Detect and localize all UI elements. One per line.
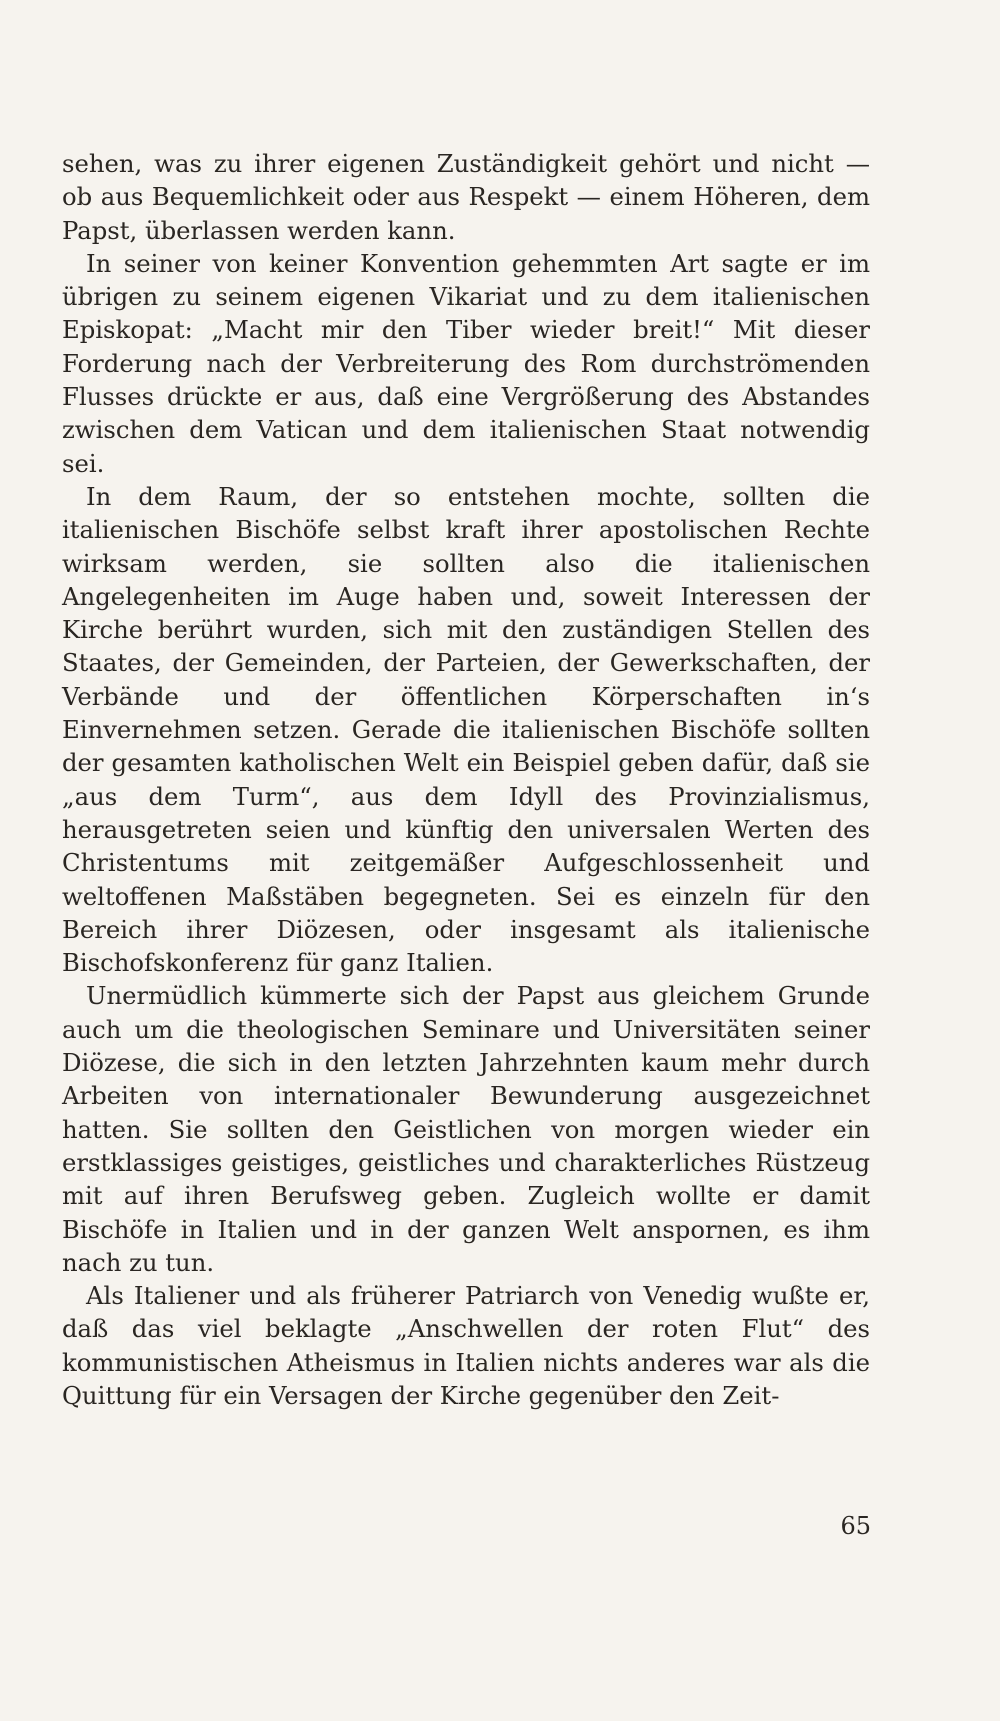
body-text: [62, 147, 870, 1412]
paragraph-5: Als Italiener und als früherer Patriarch von Venedig wußte er, daß das viel beklagte „Anschwellen der roten Flut“ des kommunistischen Atheismus in Italien nichts anderes war als die Quittung für ein Versagen der Kirche gegenüber den Zeit-: [62, 1281, 870, 1410]
paragraph-3: In dem Raum, der so entstehen mochte, sollten die italienischen Bischöfe selbst kraft ihrer apostolischen Rechte wirksam werden, sie sollten also die italienischen Angelegenheiten im Auge haben und, soweit Interessen der Kirche berührt wurden, sich mit den zuständigen Stellen des Staates, der Gemeinden, der Parteien, der Gewerkschaften, der Verbände und der öffentlichen Körperschaften in‘s Einvernehmen setzen. Gerade die italienischen Bischöfe sollten der gesamten katholischen Welt ein Beispiel geben dafür, daß sie „aus dem Turm“, aus dem Idyll des Provinzialismus, herausgetreten seien und künftig den universalen Werten des Christentums mit zeitgemäßer Aufgeschlossenheit und weltoffenen Maßstäben begegneten. Sei es einzeln für den Bereich ihrer Diözesen, oder insgesamt als italienische Bischofskonferenz für ganz Italien.: [62, 481, 870, 978]
paragraph-2: In seiner von keiner Konvention gehemmten Art sagte er im übrigen zu seinem eigenen Vikariat und zu dem italienischen Episkopat: „Macht mir den Tiber wieder breit!“ Mit dieser Forderung nach der Verbreiterung des Rom durchströmenden Flusses drückte er aus, daß eine Vergrößerung des Abstandes zwischen dem Vatican und dem italienischen Staat notwendig sei.: [62, 248, 870, 478]
paragraph-4: Unermüdlich kümmerte sich der Papst aus gleichem Grunde auch um die theologischen Seminare und Universitäten seiner Diözese, die sich in den letzten Jahrzehnten kaum mehr durch Arbeiten von internationaler Bewunderung ausgezeichnet hatten. Sie sollten den Geistlichen von morgen wieder ein erstklassiges geistiges, geistliches und charakterliches Rüstzeug mit auf ihren Berufsweg geben. Zugleich wollte er damit Bischöfe in Italien und in der ganzen Welt anspornen, es ihm nach zu tun.: [62, 981, 870, 1277]
page-number: 65: [840, 1512, 871, 1540]
paragraph-1: sehen, was zu ihrer eigenen Zuständigkeit gehört und nicht — ob aus Bequemlichkeit oder aus Respekt — einem Höheren, dem Papst, überlassen werden kann.: [62, 149, 870, 245]
